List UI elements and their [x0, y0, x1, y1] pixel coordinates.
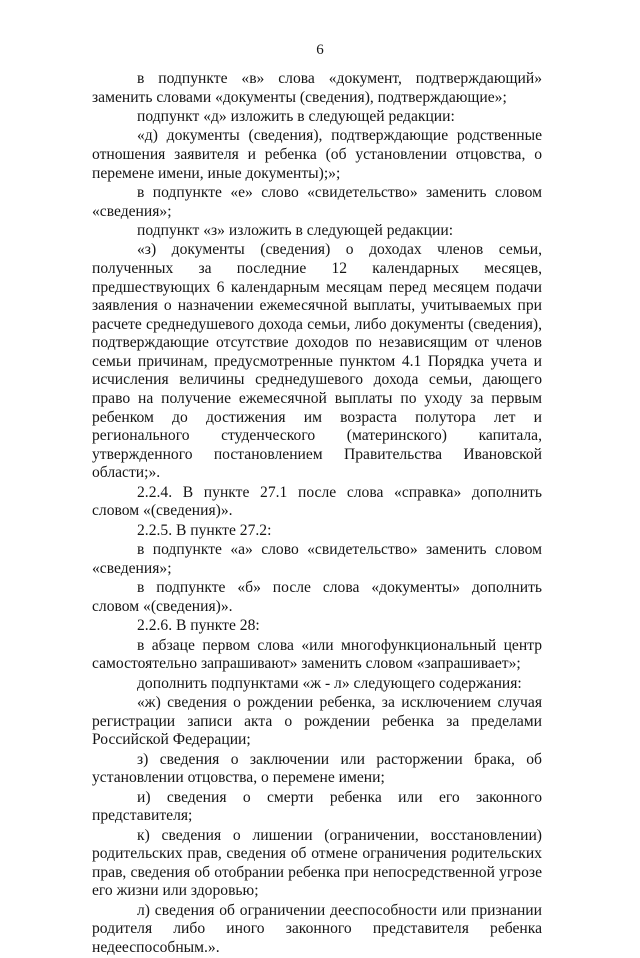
paragraph: в абзаце первом слова «или многофункциональный центр самостоятельно запрашивают» заменить словом «запрашивает»; — [92, 636, 542, 673]
paragraph: подпункт «д» изложить в следующей редакции: — [137, 107, 455, 125]
paragraph: подпункт «з» изложить в следующей редакции: — [137, 221, 454, 239]
paragraph: в подпункте «в» слова «документ, подтверждающий» заменить словами «документы (сведения), подтверждающие»; — [92, 70, 542, 106]
paragraph: к) сведения о лишении (ограничении, восстановлении) родительских прав, сведения об отмене ограничения родительских прав, сведения об отобрании ребенка при непосредственной угрозе его жизни или здоровью; — [92, 826, 542, 900]
paragraph: в подпункте «б» после слова «документы» дополнить словом «(сведения)». — [92, 579, 542, 615]
paragraph: в подпункте «е» слово «свидетельство» заменить словом «сведения»; — [92, 183, 542, 220]
page-number: 6 — [316, 42, 324, 58]
paragraph: 2.2.5. В пункте 27.2: — [137, 521, 272, 539]
paragraph: и) сведения о смерти ребенка или его законного представителя; — [92, 788, 542, 825]
paragraph: «ж) сведения о рождении ребенка, за исключением случая регистрации записи акта о рождении ребенка за пределами Российской Федерации; — [92, 693, 542, 749]
paragraph: «д) документы (сведения), подтверждающие родственные отношения заявителя и ребенка (об установлении отцовства, о перемене имени, иные документы);»; — [92, 127, 542, 182]
paragraph: 2.2.4. В пункте 27.1 после слова «справка» дополнить словом «(сведения)». — [92, 483, 542, 520]
paragraph: «з) документы (сведения) о доходах членов семьи, полученных за последние 12 календарных месяцев, предшествующих 6 календарным месяцам перед месяцем подачи заявления о назначении ежемесячной выплаты, учитываемых при расчете среднедушевого дохода семьи, либо документы (сведения), подтверждающие отсутствие доходов по независящим от членов семьи причинам, предусмотренные пунктом 4.1 Порядка учета и исчисления величины среднедушевого дохода семьи, дающего право на получение ежемесячной выплаты по уходу за первым ребенком до достижения им возраста полутора лет и регионального студенческого (материнского) капитала, утвержденного постановлением Правительства Ивановской области;». — [92, 241, 542, 482]
paragraph: в подпункте «а» слово «свидетельство» заменить словом «сведения»; — [92, 541, 542, 577]
paragraph: дополнить подпунктами «ж - л» следующего содержания: — [137, 674, 522, 692]
document-body — [92, 70, 542, 958]
paragraph: л) сведения об ограничении дееспособности или признании родителя либо иного законного представителя ребенка недееспособным.». — [92, 901, 542, 956]
paragraph: 2.2.6. В пункте 28: — [137, 617, 260, 635]
paragraph: з) сведения о заключении или расторжении брака, об установлении отцовства, о перемене имени; — [92, 750, 542, 787]
